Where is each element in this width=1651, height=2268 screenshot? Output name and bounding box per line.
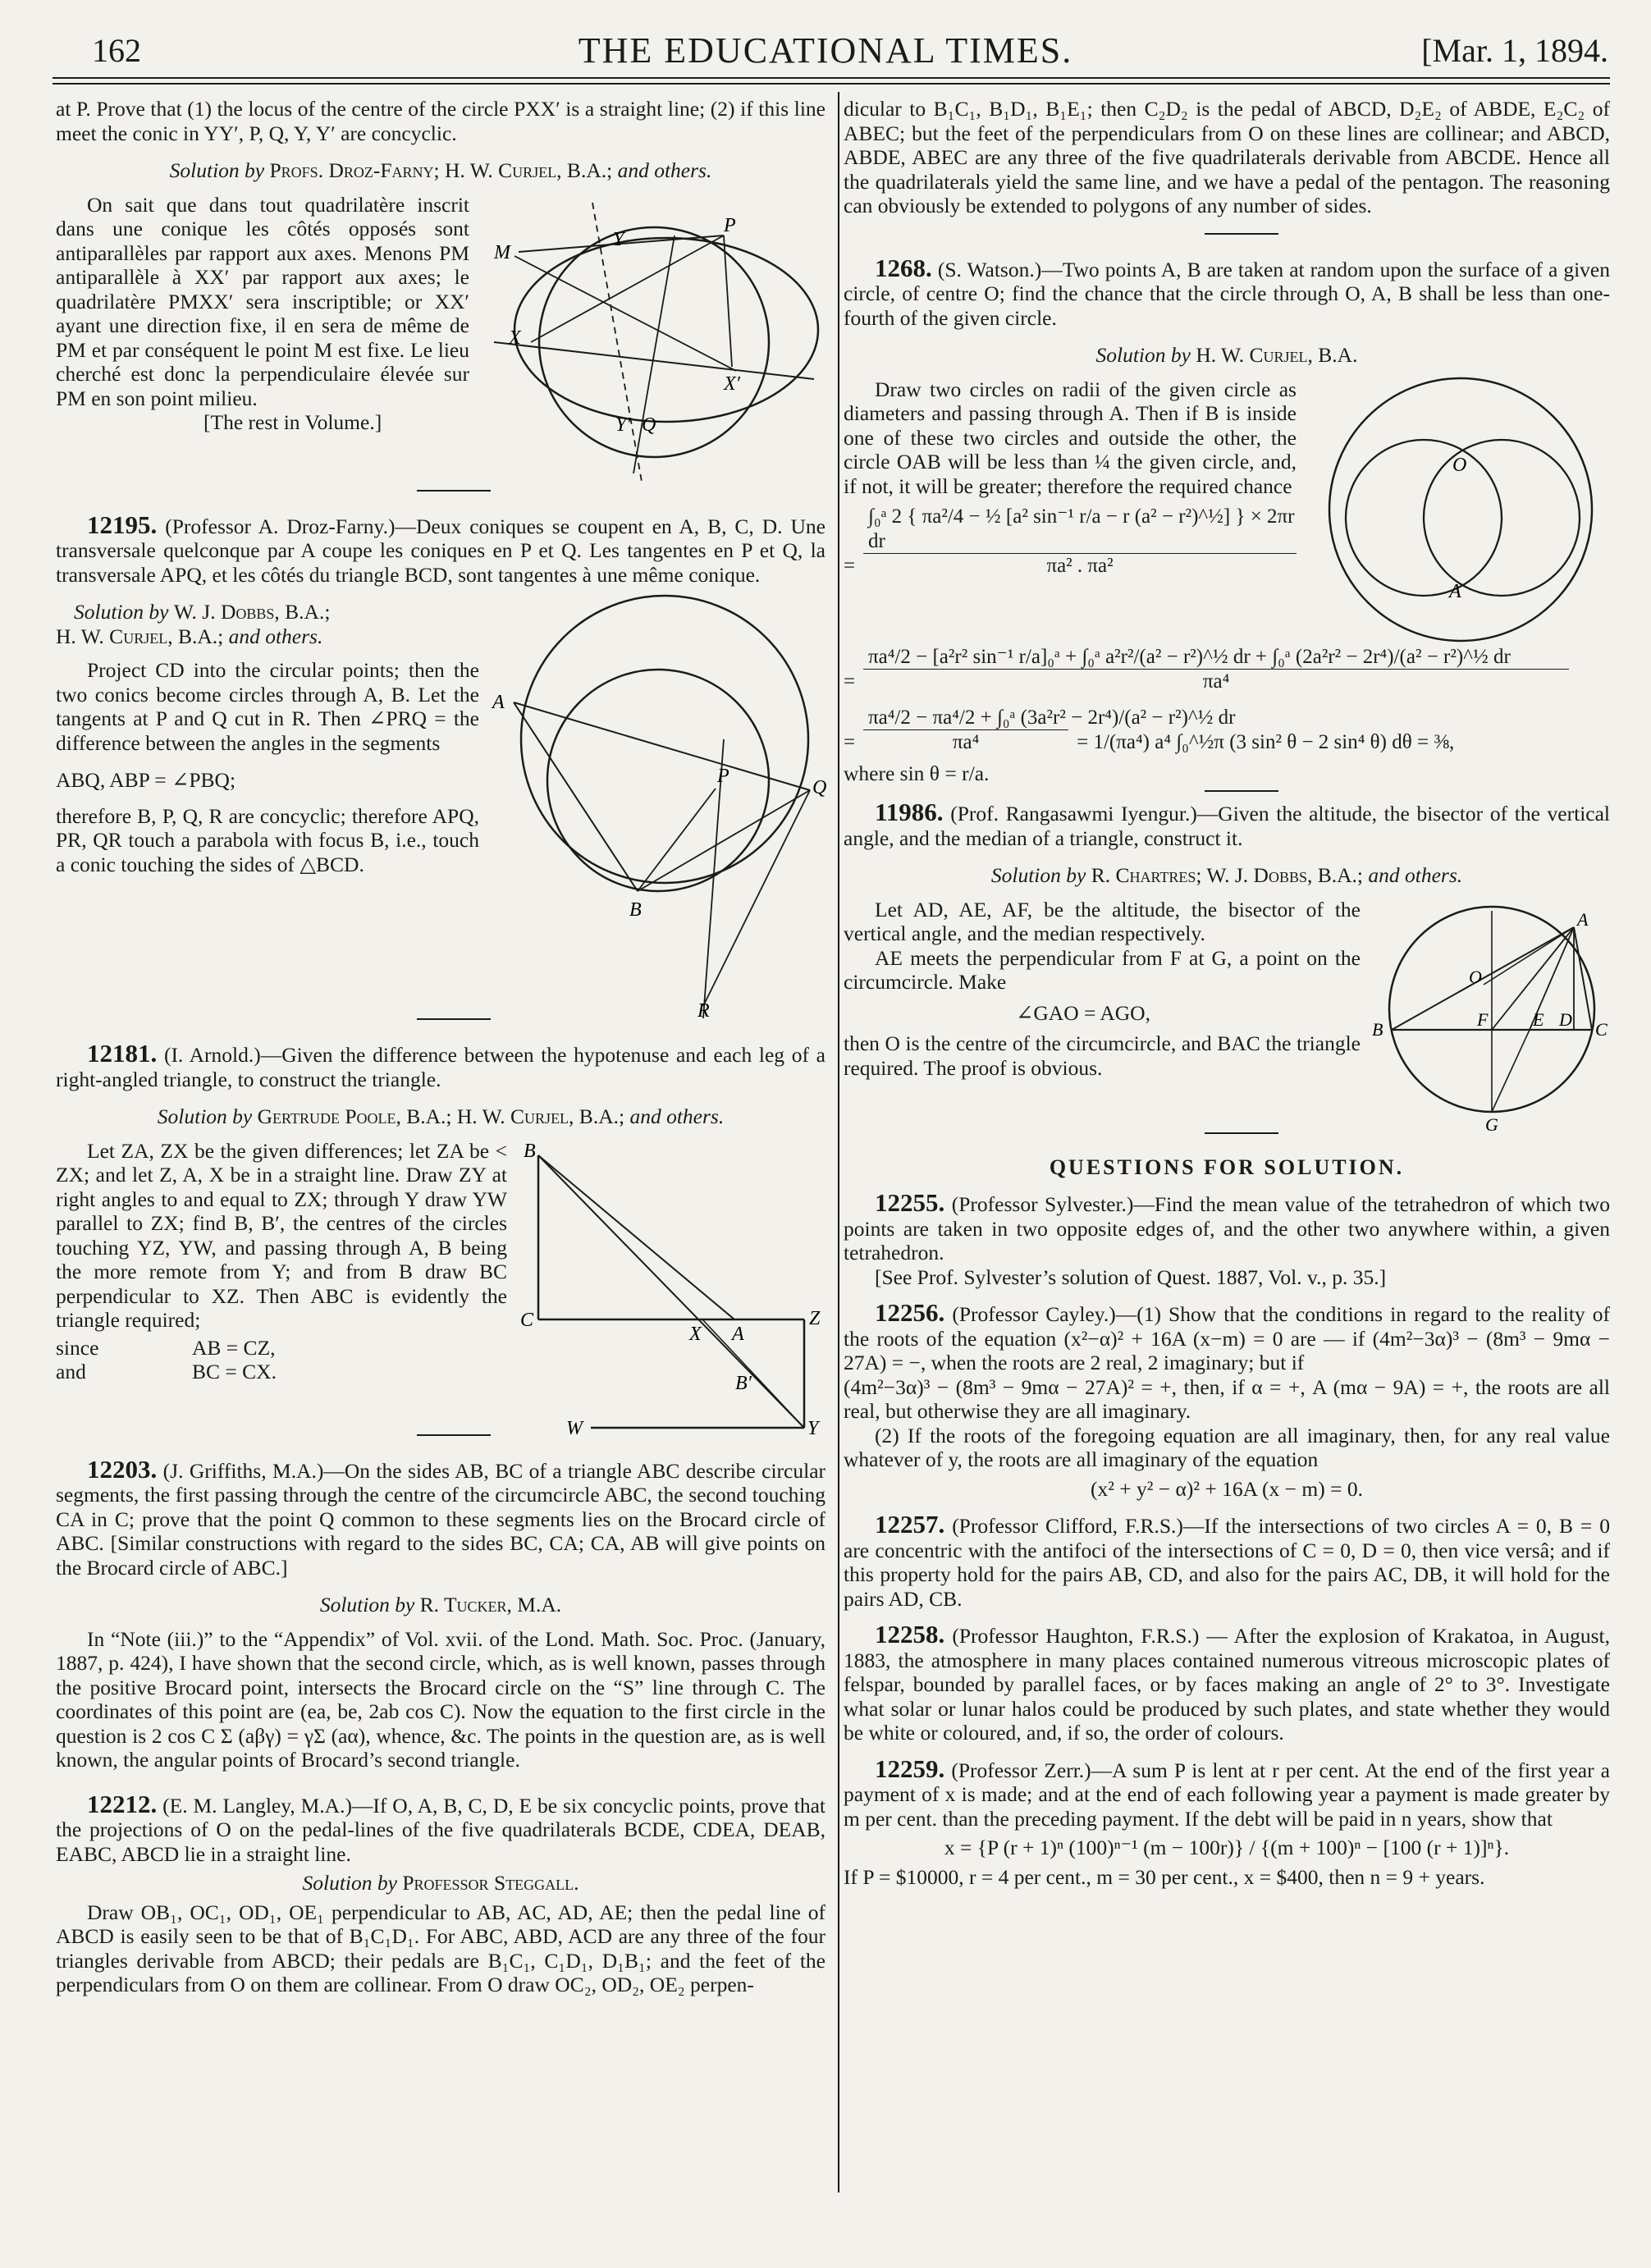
question-text: (Professor Haughton, F.R.S.) — After the explosion of Krakatoa, in August, 1883, the atmosphere in many places contained numerous vitreous microscopic plates of felspar, bounded by parallel faces, or by faces making an angle of 2° to 3°. Investigate what solar or lunar halos could be produced by such plates, and state whether they would be white or coloured, and, if so, the order of colours. <box>844 1624 1611 1744</box>
figure-circles-tangents <box>486 592 830 1018</box>
label-y: Y <box>613 228 624 250</box>
figure-right-triangle <box>517 1139 829 1434</box>
figure-circles-tangents-svg <box>486 592 830 1018</box>
label-b-prime: B′ <box>735 1372 752 1394</box>
label-y-prime: Y′ <box>615 414 631 436</box>
label-p: P <box>717 766 729 787</box>
header-rule-bottom <box>53 83 1610 85</box>
figure-conic-circle <box>478 186 830 490</box>
equation-3-result: = 1/(πa⁴) a⁴ ∫₀^½π (3 sin² θ − 2 sin⁴ θ) dθ = ⅜, <box>1077 730 1455 753</box>
question-text: (4m²−3α)³ − (8m³ − 9mα − 27A)² = +, then, if α = +, A (mα − 9A) = +, the roots are all real, but otherwise they are all imaginary. <box>844 1374 1610 1423</box>
question-text: (J. Griffiths, M.A.)—On the sides AB, BC of a triangle ABC describe circular segments, the first passing through the centre of the circumcircle ABC, the second touching CA in C; prove that the point Q common to these segments lies on the Brocard circle of ABC. [Similar constructions with regard to the sides BC, CA; CA, AB will give points on the Brocard circle of ABC.] <box>56 1458 826 1580</box>
question-number: 12257. <box>875 1510 945 1539</box>
question-number: 12203. <box>87 1454 158 1484</box>
issue-date: [Mar. 1, 1894. <box>1421 32 1608 69</box>
question-number: 12212. <box>87 1789 158 1818</box>
label-a: A <box>1449 580 1461 602</box>
question-text: (Professor Cayley.)—(1) Show that the conditions in regard to the reality of the roots of the equation (x²−α)² + 16A (x−m) = 0 are — if (4m²−3α)³ − (8m³ − 9mα − 27A) = −, when the roots are 2 real, 2 imaginary; but if <box>844 1302 1610 1374</box>
equation-1-denominator: πa² . πa² <box>863 553 1297 578</box>
questions-heading: QUESTIONS FOR SOLUTION. <box>1049 1155 1405 1179</box>
label-r: R <box>697 1000 710 1018</box>
volume-note: [The rest in Volume.] <box>204 410 382 434</box>
question-11986 <box>844 800 1610 850</box>
conic-ellipse <box>515 238 818 422</box>
question-12257 <box>844 1512 1610 1611</box>
figure-triangle-circumcircle <box>1369 894 1615 1132</box>
solution-byline: Solution by Gertrude Poole, B.A.; H. W. Curjel, B.A.; and others. <box>157 1104 725 1128</box>
label-y: Y <box>807 1417 819 1434</box>
label-q: Q <box>812 777 827 798</box>
solution-equations: since AB = CZ, <box>56 1335 276 1360</box>
equation-3-fraction: = πa⁴ = 1/(πa⁴) a⁴ ∫₀^½π (3 sin² θ − 2 sin⁴ θ) dθ = ⅜, <box>844 730 1455 753</box>
page-number: 162 <box>92 32 141 69</box>
question-number: 12181. <box>87 1039 158 1068</box>
hypotenuse-ba <box>538 1155 734 1319</box>
solution-equation: ABQ, ABP = ∠PBQ; <box>56 768 236 792</box>
solution-text: therefore B, P, Q, R are concyclic; therefore APQ, PR, QR touch a parabola with focus B, i.e., touch a conic touching the sides of △BCD. <box>56 803 479 876</box>
equation-2-fraction: = πa⁴ <box>844 669 1610 694</box>
solution-text: Let AD, AE, AF, be the altitude, the bisector of the vertical angle, and the median respectively. <box>844 897 1361 945</box>
solution-text: then O is the centre of the circumcircle, and BAC the triangle required. The proof is obvious. <box>844 1031 1361 1080</box>
label-d: D <box>1559 1008 1572 1030</box>
line-ao <box>1484 927 1574 985</box>
question-1268 <box>844 253 1610 331</box>
question-number: 12195. <box>87 510 158 539</box>
label-w: W <box>566 1417 583 1434</box>
figure-two-circles-svg <box>1305 374 1617 645</box>
question-text: (S. Watson.)—Two points A, B are taken at random upon the surface of a given circle, of centre O; find the chance that the circle through O, A, B shall be less than one-fourth of the given circle. <box>844 257 1610 330</box>
label-x: X <box>689 1323 702 1345</box>
tangent-q <box>703 790 810 1006</box>
line-xy <box>702 1319 804 1428</box>
label-z: Z <box>809 1307 821 1329</box>
label-e: E <box>1533 1008 1544 1030</box>
label-f: F <box>1477 1008 1489 1030</box>
solution-text: Draw two circles on radii of the given circle as diameters and passing through A. Then if B is inside one of these two circles and outside the other, the circle OAB will be less than ¼ the given circle, and, if not, it will be greater; therefore the required chance <box>844 377 1297 498</box>
question-12255 <box>844 1188 1610 1265</box>
question-number: 12258. <box>875 1620 945 1648</box>
label-p: P <box>724 214 736 236</box>
question-number: 12256. <box>875 1298 945 1327</box>
question-number: 12259. <box>875 1754 945 1783</box>
label-b: B <box>629 899 642 921</box>
line-px <box>531 235 724 342</box>
question-text: (Professor Clifford, F.R.S.)—If the intersections of two circles A = 0, B = 0 are concentric with the antifoci of the intersections of C = 0, D = 0, then vice versâ; and if this property hold for the pairs AB, CD, and also for the pairs AC, DB, it will hold for the pairs AD, CB. <box>844 1514 1610 1611</box>
question-equation: (x² + y² − α)² + 16A (x − m) = 0. <box>1090 1476 1363 1501</box>
equation-3-numerator: πa⁴/2 − πa⁴/2 + ∫₀ᵃ (3a²r² − 2r⁴)/(a² − r²)^½ dr <box>868 706 1236 729</box>
question-12181 <box>56 1041 826 1091</box>
figure-triangle-circumcircle-svg <box>1369 894 1615 1132</box>
line-bp <box>638 789 716 891</box>
line-eg <box>1492 1030 1530 1112</box>
equation-1-numerator: ∫₀ᵃ 2 { πa²/4 − ½ [a² sin⁻¹ r/a − r (a² − r²)^½] } × 2πr dr <box>868 505 1295 552</box>
separator <box>417 1434 491 1436</box>
label-o: O <box>1452 454 1467 476</box>
right-column <box>844 97 1610 1889</box>
figure-two-circles <box>1305 374 1617 645</box>
question-text: (Prof. Rangasawmi Iyengur.)—Given the altitude, the bisector of the vertical angle, and the median of a triangle, construct it. <box>844 802 1610 850</box>
label-m: M <box>494 241 510 263</box>
label-b: B <box>524 1140 536 1162</box>
transversal-apq <box>514 702 810 790</box>
label-a: A <box>492 692 505 713</box>
label-o: O <box>1469 966 1482 987</box>
line-mxp <box>515 256 736 371</box>
journal-title: THE EDUCATIONAL TIMES. <box>578 30 1073 71</box>
solution-byline: Solution by R. Tucker, M.A. <box>319 1593 562 1616</box>
question-text: (2) If the roots of the foregoing equation are all imaginary, then, for any real value whatever of y, the roots are all imaginary of the equation <box>844 1423 1610 1471</box>
label-q: Q <box>642 414 656 436</box>
equation-2 <box>844 645 1610 694</box>
question-text: (I. Arnold.)—Given the difference between the hypotenuse and each leg of a right-angled triangle, to construct the triangle. <box>56 1043 826 1091</box>
question-12256 <box>844 1298 1610 1375</box>
solution-text: Draw OB₁, OC₁, OD₁, OE₁ perpendicular to AB, AC, AD, AE; then the pedal line of ABCD is easily seen to be that of B₁C₁D₁. For ABC, ABD, ACD are any three of the four triangles derivable from ABCD; their pedals are B₁C₁, C₁D₁, D₁B₁; and the feet of the perpendiculars from O on them are collinear. From O draw OC₂, OD₂, OE₂ perpen- <box>56 1900 826 1996</box>
solution-byline: Solution by R. Chartres; W. J. Dobbs, B.A.; and others. <box>990 863 1463 887</box>
equation-2-numerator: πa⁴/2 − [a²r² sin⁻¹ r/a]₀ᵃ + ∫₀ᵃ a²r²/(a² − r²)^½ dr + ∫₀ᵃ (2a²r² − 2r⁴)/(a² − r²)^½ dr <box>868 645 1511 668</box>
question-12195 <box>56 510 826 588</box>
solution-text: In “Note (iii.)” to the “Appendix” of Vol. xvii. of the Lond. Math. Soc. Proc. (January, 1887, p. 424), I have shown that the second circle, which, as is well known, passes through the positive Brocard point, intersects the Brocard circle on the “S” line through C. The coordinates of this point are (ea, be, 2ab cos C). Now the equation to the first circle in the question is 2 cos C Σ (aβγ) = γΣ (aα), whence, &c. The points in the question are, as is well known, the angular points of Brocard’s second triangle. <box>56 1626 826 1772</box>
solution-byline: Solution by W. J. Dobbs, B.A.; H. W. Curjel, B.A.; and others. <box>56 600 331 648</box>
question-number: 12255. <box>875 1188 945 1217</box>
question-text: If P = $10000, r = 4 per cent., m = 30 per cent., x = $400, then n = 9 + years. <box>844 1864 1485 1889</box>
label-a: A <box>732 1323 744 1345</box>
question-equation: x = {P (r + 1)ⁿ (100)ⁿ⁻¹ (m − 100r)} / {(m + 100)ⁿ − [100 (r + 1)]ⁿ}. <box>944 1836 1510 1859</box>
equation-2-denominator: πa⁴ <box>863 669 1569 694</box>
circle-two <box>547 670 769 891</box>
continued-solution: dicular to B₁C₁, B₁D₁, B₁E₁; then C₂D₂ is the pedal of ABCD, D₂E₂ of ABDE, E₂C₂ of ABEC; but the feet of the perpendiculars from O on these lines are collinear; and ABCD, ABDE, ABEC are any three of the five quadrilaterals derivable from ABCDE. Hence all the quadrilaterals yield the same line, and we have a pedal of the pentagon. The reasoning can obviously be extended to polygons of any number of sides. <box>844 97 1610 217</box>
line-by <box>538 1155 804 1428</box>
question-12258 <box>844 1622 1610 1745</box>
figure-right-triangle-svg <box>517 1139 829 1434</box>
solution-text: Let ZA, ZX be the given differences; let ZA be < ZX; and let Z, A, X be in a straight line. Draw ZY at right angles to and equal to ZX; through Y draw YW parallel to ZX; find B, B′, the centres of the circles touching YZ, YW, and passing through A, B being the more remote from Y; and from B draw BC perpendicular to XZ. Then ABC is evidently the triangle required; <box>56 1138 507 1332</box>
solution-text: Project CD into the circular points; then the two conics become circles through A, B. Let the tangents at P and Q cut in R. Then ∠PRQ = the difference between the angles in the segments <box>56 658 479 755</box>
solution-text: On sait que dans tout quadrilatère inscrit dans une conique les côtés opposés sont antiparallèles par rapport aux axes. Menons PM antiparallèle à XX′ par rapport aux axes; le quadrilatère PMXX′ sera inscriptible; or XX′ ayant une direction fixe, il en sera de même de PM et par conséquent le point M est fixe. Le lieu cherché est donc la perpendiculaire élevée sur PM en son point milieu. <box>56 192 469 410</box>
separator <box>1205 790 1278 792</box>
equation-3 <box>844 706 1610 755</box>
line-xx <box>494 342 814 379</box>
question-text: (Professor Zerr.)—A sum P is lent at r per cent. At the end of the first year a payment of x is made; and at the end of each following year a payment is made greater by m per cent. than the preceding payment. If the debt will be paid in n years, show that <box>844 1758 1611 1831</box>
label-x: X <box>509 327 521 349</box>
solution-text: AE meets the perpendicular from F at G, a point on the circumcircle. Make <box>844 945 1361 994</box>
column-divider <box>838 92 839 2193</box>
question-12203 <box>56 1454 826 1580</box>
header-rule-top <box>53 77 1610 79</box>
line-bq <box>638 790 810 891</box>
label-c: C <box>1595 1018 1608 1040</box>
label-x-prime: X′ <box>724 373 740 395</box>
label-b: B <box>1372 1018 1383 1040</box>
question-12212 <box>56 1789 826 1867</box>
separator <box>1205 233 1278 235</box>
solution-byline: Solution by H. W. Curjel, B.A. <box>1095 343 1358 367</box>
separator <box>417 1018 491 1020</box>
solution-byline: Solution by Professor Steggall. <box>302 1871 579 1895</box>
question-number: 11986. <box>875 798 944 826</box>
solution-equations: and BC = CX. <box>56 1360 277 1383</box>
separator <box>1205 1132 1278 1134</box>
question-text: (Professor Sylvester.)—Find the mean value of the tetrahedron of which two points are taken in two opposite edges of, and the other two anywhere within, a given tetrahedron. <box>844 1192 1610 1264</box>
continued-question: at P. Prove that (1) the locus of the centre of the circle PXX′ is a straight line; (2) if this line meet the conic in YY′, P, Q, Y, Y′ are concyclic. <box>56 97 826 145</box>
page-header <box>0 0 1651 82</box>
question-text: (E. M. Langley, M.A.)—If O, A, B, C, D, E be six concyclic points, prove that the projections of O on the pedal-lines of the five quadrilaterals BCDE, CDEA, DEAB, EABC, ABCD lie in a straight line. <box>56 1793 826 1866</box>
line-yq <box>633 235 675 473</box>
question-text: (Professor A. Droz-Farny.)—Deux coniques se coupent en A, B, C, D. Une transversale quelconque par A coupe les coniques en P et Q. Les tangentes en P et Q, la transversale APQ, et les côtés du triangle BCD, sont tangentes à une même conique. <box>56 514 826 587</box>
question-number: 1268. <box>875 253 932 282</box>
question-12259 <box>844 1754 1611 1831</box>
solution-equation: ∠GAO = AGO, <box>1016 1000 1150 1025</box>
question-note: [See Prof. Sylvester’s solution of Quest. 1887, Vol. v., p. 35.] <box>875 1264 1387 1289</box>
equation-1-fraction: = πa² . πa² <box>844 553 1297 578</box>
equation-3-denominator: πa⁴ <box>863 729 1068 755</box>
label-a: A <box>1577 908 1589 930</box>
label-c: C <box>520 1309 534 1331</box>
figure-conic-circle-svg <box>478 186 830 490</box>
left-column <box>56 97 826 1997</box>
solution-byline: Solution by Profs. Droz-Farny; H. W. Curjel, B.A.; and others. <box>169 158 712 182</box>
label-g: G <box>1485 1113 1498 1132</box>
equation-note: where sin θ = r/a. <box>844 761 990 785</box>
